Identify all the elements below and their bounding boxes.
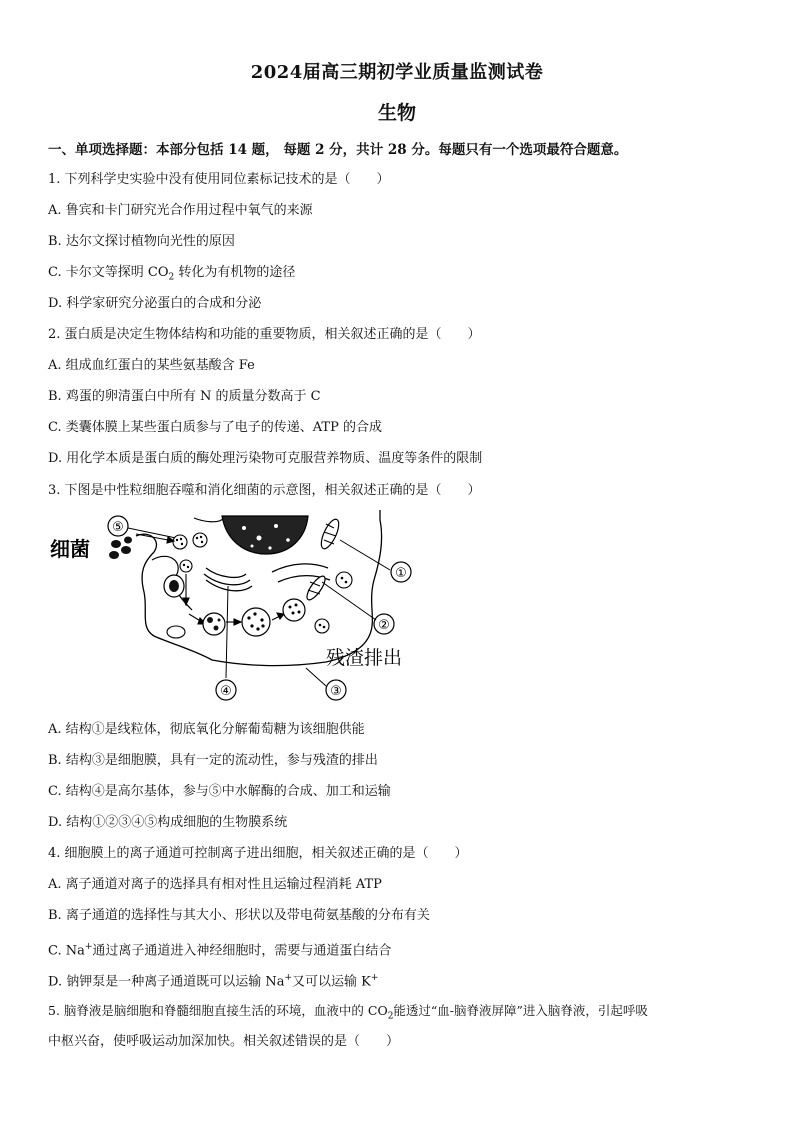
subject-title: 生物 (377, 102, 416, 124)
q4-option-c (48, 939, 391, 959)
membrane-upper (194, 518, 224, 522)
bacterium (111, 540, 121, 548)
q2-option-a: A. 组成血红蛋白的某些氨基酸含 Fe (48, 358, 255, 373)
q4-option-b: B. 离子通道的选择性与其大小、形状以及带电荷氨基酸的分布有关 (48, 908, 430, 923)
label-2: ② (378, 618, 390, 633)
residue-label: 残渣排出 (326, 647, 403, 669)
q4-option-c-sup: + (84, 942, 93, 952)
q4-option-d-sup1: + (284, 973, 293, 983)
q2-option-c: C. 类囊体膜上某些蛋白质参与了电子的传递、ATP 的合成 (48, 420, 382, 435)
q4-option-c-text: C. Na (48, 943, 85, 959)
label-4: ④ (220, 684, 232, 699)
bacterium (124, 537, 132, 544)
mitochondria (304, 517, 342, 602)
q5-stem-text2: 能透过“血-脑脊液屏障”进入脑脊液，引起呼吸 (393, 1003, 648, 1018)
q4-option-d-sup2: + (370, 973, 379, 983)
bacteria-label: 细菌 (50, 537, 90, 561)
q2-option-d: D. 用化学本质是蛋白质的酶处理污染物可克服营养物质、温度等条件的限制 (48, 451, 483, 466)
q4-stem: 4. 细胞膜上的离子通道可控制离子进出细胞，相关叙述正确的是（ ） (48, 846, 468, 861)
q2-stem: 2. 蛋白质是决定生物体结构和功能的重要物质，相关叙述正确的是（ ） (48, 327, 481, 342)
q4-option-d (48, 970, 378, 990)
q5-stem-text: 5. 脑脊液是脑细胞和脊髓细胞直接生活的环境，血液中的 CO (48, 1003, 388, 1018)
pointer-2 (322, 582, 376, 620)
pointer-4 (226, 586, 228, 678)
label-5: ⑤ (112, 520, 124, 535)
pointer-3 (306, 668, 326, 686)
q1-option-a: A. 鲁宾和卡门研究光合作用过程中氧气的来源 (48, 203, 313, 218)
engulfed-bacterium (169, 580, 179, 592)
bacterium (121, 546, 131, 554)
bacterium (109, 551, 119, 559)
q1-option-d: D. 科学家研究分泌蛋白的合成和分泌 (48, 296, 262, 311)
q1-option-c-sub: 2 (168, 272, 175, 283)
q4-option-a: A. 离子通道对离子的选择具有相对性且运输过程消耗 ATP (48, 877, 382, 892)
label-1: ① (395, 566, 407, 581)
q3-option-a: A. 结构①是线粒体，彻底氧化分解葡萄糖为该细胞供能 (48, 722, 365, 737)
q4-option-d-text2: 又可以运输 K (292, 974, 371, 990)
q3-option-c: C. 结构④是高尔基体，参与⑤中水解酶的合成、加工和运输 (48, 784, 391, 799)
q3-option-b: B. 结构③是细胞膜，具有一定的流动性，参与残渣的排出 (48, 753, 378, 768)
section-heading: 一、单项选择题：本部分包括 14 题， 每题 2 分，共计 28 分。每题只有一个选项最符合题意。 (48, 142, 628, 158)
q1-option-c-text: C. 卡尔文等探明 CO (48, 265, 169, 280)
nucleus (222, 516, 308, 554)
page-title: 2024届高三期初学业质量监测试卷 (250, 62, 544, 83)
q1-option-c-text2: 转化为有机物的途径 (174, 265, 296, 280)
q4-option-d-text: D. 钠钾泵是一种离子通道既可以运输 Na (48, 974, 285, 990)
label-3: ③ (330, 684, 342, 699)
digestion-vesicles (167, 599, 329, 638)
vesicle (336, 572, 352, 588)
q5-stem-line2: 中枢兴奋，使呼吸运动加深加快。相关叙述错误的是（ ） (48, 1034, 400, 1049)
q1-option-c (48, 265, 295, 286)
q3-option-d: D. 结构①②③④⑤构成细胞的生物膜系统 (48, 815, 288, 830)
neutrophil-diagram (44, 510, 424, 710)
q1-option-b: B. 达尔文探讨植物向光性的原因 (48, 234, 235, 249)
q5-stem-line1 (48, 1003, 648, 1025)
q4-option-c-text2: 通过离子通道进入神经细胞时，需要与通道蛋白结合 (92, 943, 392, 959)
q3-stem: 3. 下图是中性粒细胞吞噬和消化细菌的示意图，相关叙述正确的是（ ） (48, 483, 481, 498)
q1-stem: 1. 下列科学史实验中没有使用同位素标记技术的是（ ） (48, 172, 390, 187)
q2-option-b: B. 鸡蛋的卵清蛋白中所有 N 的质量分数高于 C (48, 389, 321, 404)
q5-stem-sub: 2 (387, 1011, 394, 1022)
pointer-1 (340, 540, 390, 570)
